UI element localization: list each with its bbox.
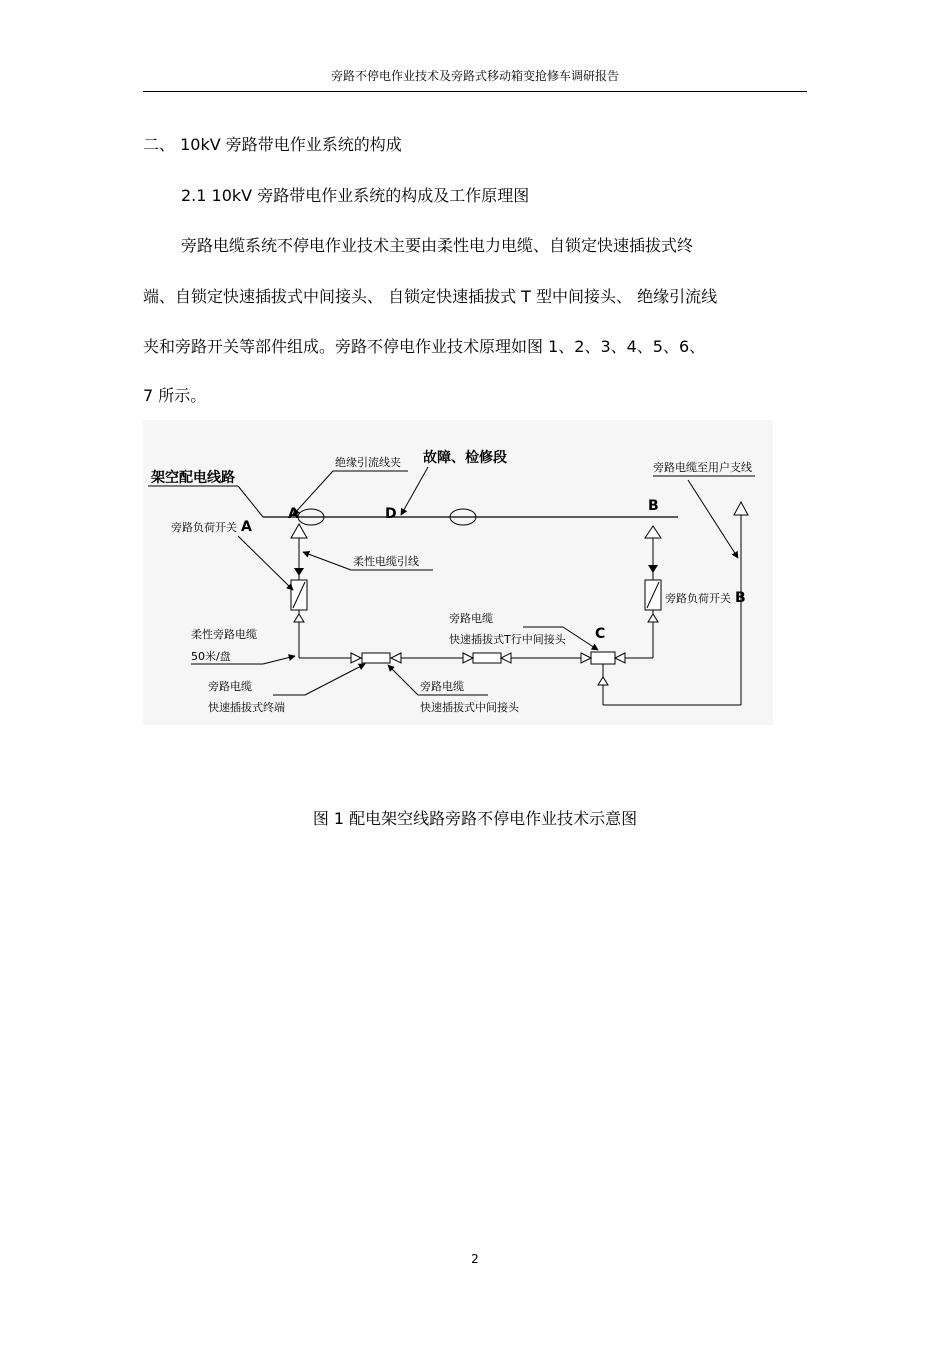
mid-joint-label: 快速插拔式中间接头 (420, 701, 519, 714)
flex-cable-label: 柔性旁路电缆 (191, 628, 257, 641)
t-joint-label: 快速插拔式T行中间接头 (449, 633, 566, 646)
switch-a-letter: A (241, 519, 252, 535)
header-rule (143, 91, 807, 92)
terminal-symbol (362, 653, 390, 663)
reel-label: 50米/盘 (191, 650, 231, 663)
paragraph-line-1: 旁路电缆系统不停电作业技术主要由柔性电力电缆、自锁定快速插拔式终 (181, 236, 694, 255)
point-d-label: D (385, 506, 397, 522)
point-c-label: C (595, 626, 606, 642)
figure-caption: 图 1 配电架空线路旁路不停电作业技术示意图 (312, 809, 638, 828)
point-b-label: B (648, 498, 659, 514)
clamp-label: 绝缘引流线夹 (335, 456, 401, 469)
overhead-line-label: 架空配电线路 (151, 470, 235, 486)
term-name-label: 快速插拔式终端 (208, 701, 285, 714)
paragraph-line-4: 7 所示。 (143, 386, 207, 405)
switch-a-label-text: 旁路负荷开关 (171, 521, 237, 534)
point-a-label: A (288, 506, 299, 522)
fault-section-label: 故障、检修段 (423, 450, 507, 466)
paragraph-line-3: 夹和旁路开关等部件组成。旁路不停电作业技术原理如图 1、2、3、4、5、6、 (143, 337, 706, 356)
mid-cable-label: 旁路电缆 (420, 680, 464, 693)
running-header: 旁路不停电作业技术及旁路式移动箱变抢修车调研报告 (330, 69, 619, 83)
t-joint-symbol (591, 652, 615, 664)
switch-b-label-text: 旁路负荷开关 (665, 592, 731, 605)
term-cable-label: 旁路电缆 (208, 680, 252, 693)
page-number: 2 (471, 1252, 479, 1266)
t-cable-label: 旁路电缆 (449, 612, 493, 625)
switch-b-letter: B (735, 590, 746, 606)
middle-joint-symbol (473, 653, 501, 663)
bypass-schematic-figure (143, 420, 773, 730)
cable-to-user-label: 旁路电缆至用户支线 (653, 461, 752, 474)
lead-cable-label: 柔性电缆引线 (353, 555, 419, 568)
paragraph-line-2: 端、自锁定快速插拔式中间接头、 自锁定快速插拔式 T 型中间接头、 绝缘引流线 (143, 287, 718, 306)
section-heading: 二、 10kV 旁路带电作业系统的构成 (143, 135, 402, 154)
subsection-heading: 2.1 10kV 旁路带电作业系统的构成及工作原理图 (181, 186, 530, 205)
